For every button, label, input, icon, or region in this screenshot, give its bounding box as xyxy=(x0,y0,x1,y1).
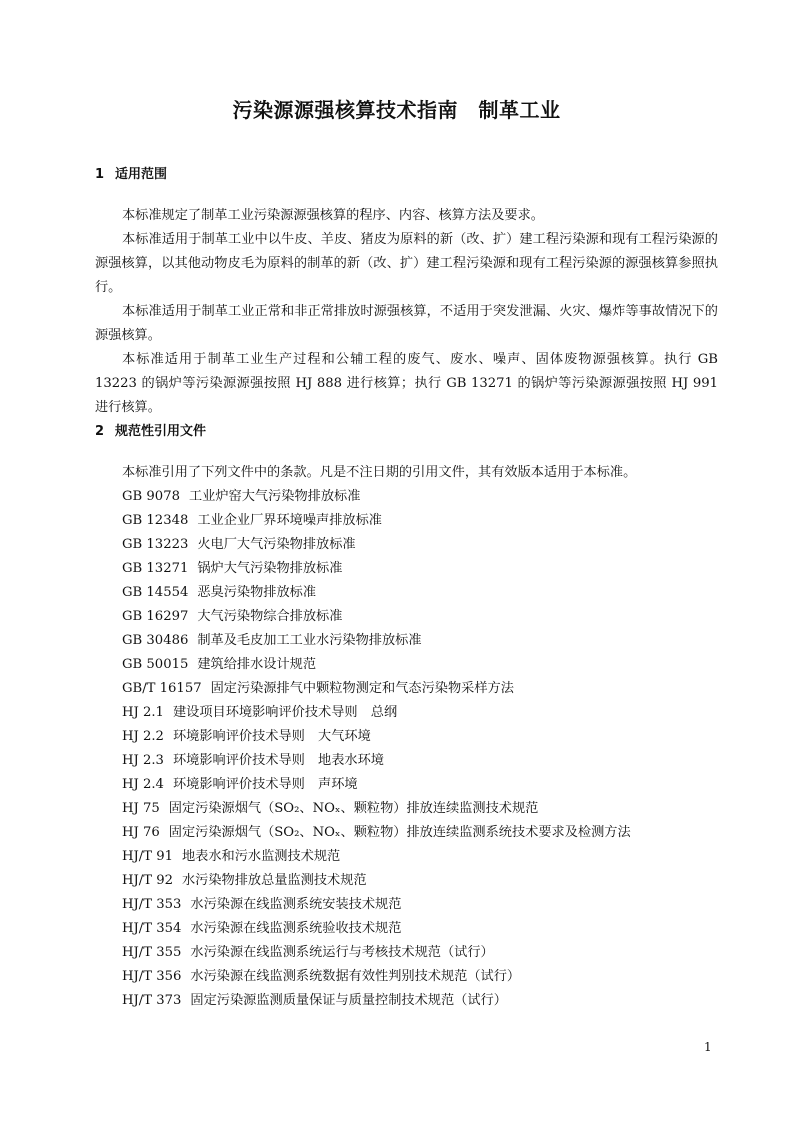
reference-code: HJ/T 353 xyxy=(122,897,182,912)
reference-item xyxy=(122,941,631,965)
reference-item xyxy=(122,845,631,869)
reference-item xyxy=(122,701,631,725)
document-title: 污染源源强核算技术指南 制革工业 xyxy=(232,98,561,122)
section-1-heading xyxy=(95,163,167,182)
reference-title: 大气污染物综合排放标准 xyxy=(197,609,343,624)
reference-item xyxy=(122,749,631,773)
reference-title: 固定污染源排气中颗粒物测定和气态污染物采样方法 xyxy=(210,681,514,696)
reference-title: 建筑给排水设计规范 xyxy=(197,657,317,672)
reference-code: GB 9078 xyxy=(122,489,180,504)
reference-title: 地表水和污水监测技术规范 xyxy=(182,849,341,864)
reference-code: HJ/T 356 xyxy=(122,969,182,984)
reference-item xyxy=(122,773,631,797)
reference-item xyxy=(122,989,631,1013)
reference-code: GB/T 16157 xyxy=(122,681,202,696)
section-2-title: 规范性引用文件 xyxy=(115,424,207,439)
reference-item xyxy=(122,677,631,701)
reference-item xyxy=(122,533,631,557)
section-1-number: 1 xyxy=(95,167,105,182)
reference-title: 水污染源在线监测系统数据有效性判别技术规范（试行） xyxy=(190,969,521,984)
reference-code: HJ 76 xyxy=(122,825,160,840)
reference-title: 制革及毛皮加工工业水污染物排放标准 xyxy=(197,633,422,648)
reference-code: GB 30486 xyxy=(122,633,189,648)
reference-item xyxy=(122,893,631,917)
reference-title: 环境影响评价技术导则 地表水环境 xyxy=(172,753,384,768)
section-1-paragraph: 本标准适用于制革工业正常和非正常排放时源强核算，不适用于突发泄漏、火灾、爆炸等事故情况下的源强核算。 xyxy=(95,304,718,343)
reference-item xyxy=(122,629,631,653)
reference-code: HJ/T 373 xyxy=(122,993,182,1008)
reference-title: 恶臭污染物排放标准 xyxy=(197,585,317,600)
reference-title: 锅炉大气污染物排放标准 xyxy=(197,561,343,576)
section-1-paragraph: 本标准适用于制革工业中以牛皮、羊皮、猪皮为原料的新（改、扩）建工程污染源和现有工程污染源的源强核算，以其他动物皮毛为原料的制革的新（改、扩）建工程污染源和现有工程污染源的源强核算参照执行。 xyxy=(95,232,718,295)
reference-item xyxy=(122,653,631,677)
reference-title: 固定污染源烟气（SO₂、NOₓ、颗粒物）排放连续监测系统技术要求及检测方法 xyxy=(168,825,631,840)
reference-title: 固定污染源监测质量保证与质量控制技术规范（试行） xyxy=(190,993,507,1008)
reference-item xyxy=(122,917,631,941)
reference-code: HJ 2.1 xyxy=(122,705,164,720)
reference-title: 固定污染源烟气（SO₂、NOₓ、颗粒物）排放连续监测技术规范 xyxy=(168,801,539,816)
reference-code: HJ 2.3 xyxy=(122,753,164,768)
reference-code: HJ/T 92 xyxy=(122,873,173,888)
reference-title: 水污染源在线监测系统验收技术规范 xyxy=(190,921,402,936)
reference-title: 工业企业厂界环境噪声排放标准 xyxy=(197,513,382,528)
reference-code: GB 16297 xyxy=(122,609,189,624)
reference-code: GB 13223 xyxy=(122,537,189,552)
reference-code: HJ 2.2 xyxy=(122,729,164,744)
reference-item xyxy=(122,725,631,749)
reference-item xyxy=(122,581,631,605)
section-1-paragraph: 本标准规定了制革工业污染源源强核算的程序、内容、核算方法及要求。 xyxy=(122,208,544,223)
reference-title: 环境影响评价技术导则 声环境 xyxy=(172,777,358,792)
section-2-heading xyxy=(95,420,206,439)
reference-title: 水污染物排放总量监测技术规范 xyxy=(182,873,367,888)
reference-item xyxy=(122,797,631,821)
reference-code: HJ/T 91 xyxy=(122,849,173,864)
reference-title: 水污染源在线监测系统运行与考核技术规范（试行） xyxy=(190,945,494,960)
page-number: 1 xyxy=(704,1040,712,1054)
reference-code: HJ 2.4 xyxy=(122,777,164,792)
reference-title: 水污染源在线监测系统安装技术规范 xyxy=(190,897,402,912)
reference-item xyxy=(122,509,631,533)
section-1-title: 适用范围 xyxy=(115,167,168,182)
reference-title: 环境影响评价技术导则 大气环境 xyxy=(172,729,371,744)
reference-title: 工业炉窑大气污染物排放标准 xyxy=(188,489,361,504)
reference-title: 火电厂大气污染物排放标准 xyxy=(197,537,356,552)
reference-item xyxy=(122,485,631,509)
reference-code: GB 13271 xyxy=(122,561,189,576)
reference-list xyxy=(122,485,631,1013)
reference-item xyxy=(122,965,631,989)
reference-code: HJ/T 355 xyxy=(122,945,182,960)
reference-title: 建设项目环境影响评价技术导则 总纲 xyxy=(172,705,398,720)
reference-code: HJ 75 xyxy=(122,801,160,816)
reference-item xyxy=(122,605,631,629)
section-2-intro: 本标准引用了下列文件中的条款。凡是不注日期的引用文件，其有效版本适用于本标准。 xyxy=(122,465,637,480)
reference-code: GB 50015 xyxy=(122,657,189,672)
section-1-paragraph: 本标准适用于制革工业生产过程和公辅工程的废气、废水、噪声、固体废物源强核算。执行 GB 13223 的锅炉等污染源源强按照 HJ 888 进行核算；执行 GB 13271 的锅炉等污染源源强按照 HJ 991 进行核算。 xyxy=(95,352,718,415)
reference-item xyxy=(122,821,631,845)
reference-item xyxy=(122,557,631,581)
reference-code: HJ/T 354 xyxy=(122,921,182,936)
section-2-number: 2 xyxy=(95,424,105,439)
reference-code: GB 12348 xyxy=(122,513,189,528)
reference-code: GB 14554 xyxy=(122,585,189,600)
reference-item xyxy=(122,869,631,893)
